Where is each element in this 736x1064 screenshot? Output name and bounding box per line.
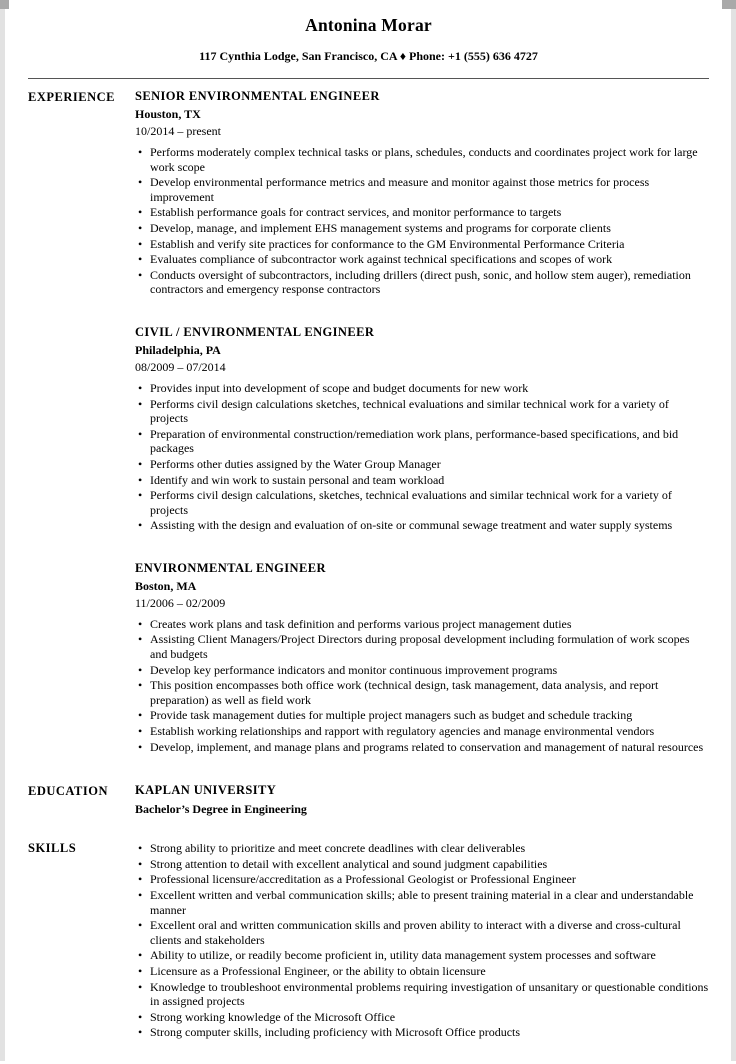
job-dates: 10/2014 – present bbox=[135, 124, 221, 138]
job-bullet: • Preparation of environmental construction/remediation work plans, performance-based specifications, and bid packages bbox=[135, 427, 709, 456]
skill-bullet: • Professional licensure/accreditation as a Professional Geologist or Professional Engineer bbox=[135, 872, 709, 887]
skill-bullet: • Knowledge to troubleshoot environmental problems requiring investigation of unsanitary or questionable conditions in assigned projects bbox=[135, 980, 709, 1009]
job-bullet: • Develop environmental performance metrics and measure and monitor against those metrics for process improvement bbox=[135, 175, 709, 204]
job-entry bbox=[135, 325, 709, 533]
job-bullet: • Develop key performance indicators and monitor continuous improvement programs bbox=[135, 663, 709, 678]
job-title: CIVIL / ENVIRONMENTAL ENGINEER bbox=[135, 324, 375, 339]
job-location: Boston, MA bbox=[135, 578, 197, 593]
skills-list bbox=[135, 841, 709, 1040]
job-bullet: • Identify and win work to sustain personal and team workload bbox=[135, 473, 709, 488]
job-location: Philadelphia, PA bbox=[135, 342, 221, 357]
skills-content bbox=[135, 840, 709, 1040]
resume-name: Antonina Morar bbox=[305, 15, 432, 35]
school-name: KAPLAN UNIVERSITY bbox=[135, 783, 277, 798]
degree: Bachelor’s Degree in Engineering bbox=[135, 802, 307, 817]
section-label-experience: EXPERIENCE bbox=[28, 90, 115, 104]
job-entry bbox=[135, 561, 709, 754]
job-bullet: • Establish performance goals for contract services, and monitor performance to targets bbox=[135, 205, 709, 220]
experience-jobs bbox=[135, 89, 709, 754]
skill-bullet: • Strong attention to detail with excellent analytical and sound judgment capabilities bbox=[135, 857, 709, 872]
skill-bullet: • Ability to utilize, or readily become proficient in, utility data management system processes and software bbox=[135, 948, 709, 963]
section-label-education: EDUCATION bbox=[28, 784, 108, 799]
job-bullet: • Performs moderately complex technical tasks or plans, schedules, conducts and coordinates project work for large work scope bbox=[135, 145, 709, 174]
skill-bullet: • Strong computer skills, including proficiency with Microsoft Office products bbox=[135, 1025, 709, 1040]
job-bullet: • Evaluates compliance of subcontractor work against technical specifications and scopes of work bbox=[135, 252, 709, 267]
education-content bbox=[135, 783, 709, 817]
job-bullet: • Develop, manage, and implement EHS management systems and programs for corporate clients bbox=[135, 221, 709, 236]
job-bullet: • Performs civil design calculations sketches, technical evaluations and similar technical work for a variety of projects bbox=[135, 397, 709, 426]
skill-bullet: • Excellent written and verbal communication skills; able to present training material in a clear and understandable manner bbox=[135, 888, 709, 917]
job-bullet-list bbox=[135, 145, 709, 297]
section-label-skills: SKILLS bbox=[28, 841, 77, 856]
job-dates: 08/2009 – 07/2014 bbox=[135, 359, 226, 374]
job-bullet: • This position encompasses both office work (technical design, task management, data analysis, and report preparation) as well as field work bbox=[135, 678, 709, 707]
job-bullet: • Performs other duties assigned by the Water Group Manager bbox=[135, 457, 709, 472]
job-bullet: • Establish working relationships and rapport with regulatory agencies and manage environmental vendors bbox=[135, 724, 709, 739]
job-bullet: • Performs civil design calculations, sketches, technical evaluations and similar technical work for a variety of projects bbox=[135, 488, 709, 517]
job-bullet: • Assisting Client Managers/Project Directors during proposal development including formulation of work scopes and budgets bbox=[135, 632, 709, 661]
skill-bullet: • Strong working knowledge of the Microsoft Office bbox=[135, 1010, 709, 1025]
skill-bullet: • Strong ability to prioritize and meet concrete deadlines with clear deliverables bbox=[135, 841, 709, 856]
section-education bbox=[28, 783, 709, 817]
job-bullet: • Conducts oversight of subcontractors, including drillers (direct push, sonic, and hollow stem auger), remediation contractors and emergency response contractors bbox=[135, 268, 709, 297]
job-bullet-list bbox=[135, 381, 709, 533]
contact-line: 117 Cynthia Lodge, San Francisco, CA ♦ Phone: +1 (555) 636 4727 bbox=[199, 49, 538, 63]
job-bullet: • Develop, implement, and manage plans and programs related to conservation and management of natural resources bbox=[135, 740, 709, 755]
skill-bullet: • Licensure as a Professional Engineer, or the ability to obtain licensure bbox=[135, 964, 709, 979]
job-bullet-list bbox=[135, 617, 709, 754]
job-bullet: • Provide task management duties for multiple project managers such as budget and schedule tracking bbox=[135, 708, 709, 723]
resume-header bbox=[28, 15, 709, 64]
section-skills bbox=[28, 840, 709, 1040]
job-entry bbox=[135, 89, 709, 297]
header-divider bbox=[28, 78, 709, 79]
job-bullet: • Assisting with the design and evaluation of on-site or communal sewage treatment and water supply systems bbox=[135, 518, 709, 533]
skill-bullet: • Excellent oral and written communication skills and proven ability to interact with a diverse and cross-cultural clients and stakeholders bbox=[135, 918, 709, 947]
job-bullet: • Creates work plans and task definition and performs various project management duties bbox=[135, 617, 709, 632]
job-title: SENIOR ENVIRONMENTAL ENGINEER bbox=[135, 89, 380, 103]
job-dates: 11/2006 – 02/2009 bbox=[135, 595, 226, 610]
job-bullet: • Establish and verify site practices for conformance to the GM Environmental Performance Criteria bbox=[135, 237, 709, 252]
job-title: ENVIRONMENTAL ENGINEER bbox=[135, 560, 326, 575]
job-location: Houston, TX bbox=[135, 107, 201, 121]
section-experience bbox=[28, 89, 709, 754]
job-bullet: • Provides input into development of scope and budget documents for new work bbox=[135, 381, 709, 396]
